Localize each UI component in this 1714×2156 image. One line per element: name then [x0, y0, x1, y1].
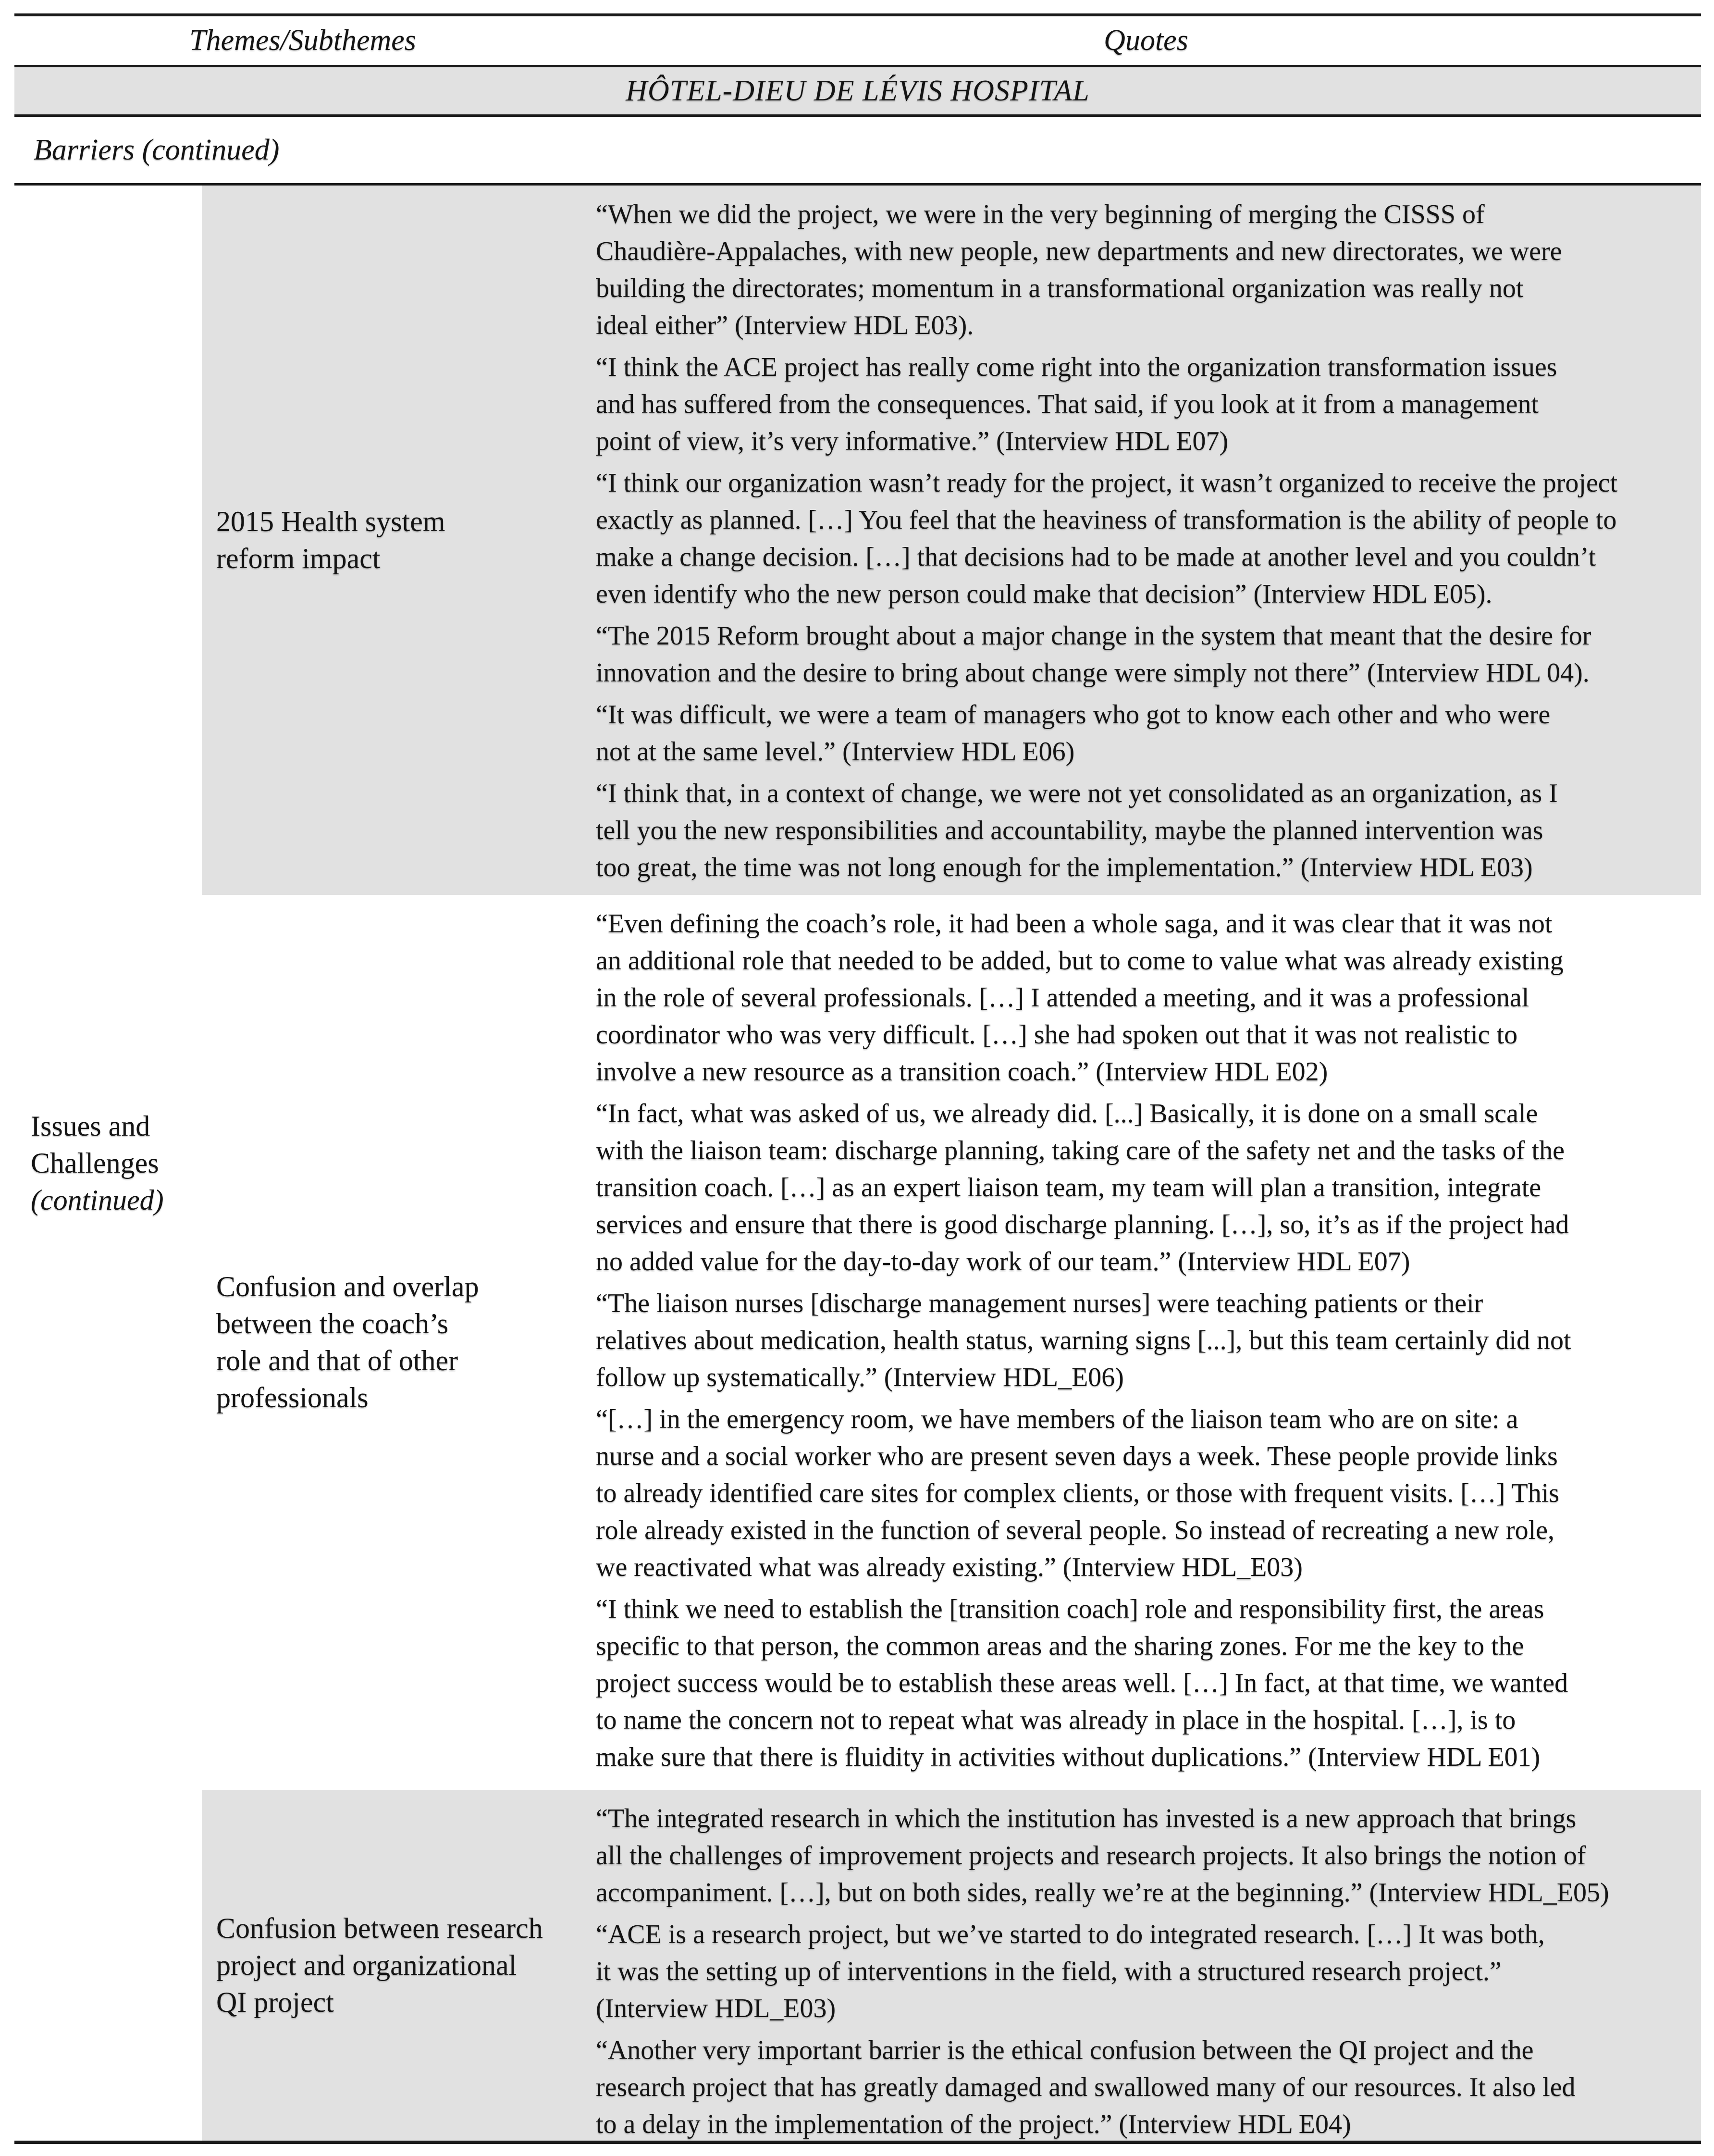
- text-line: in the role of several professionals. […] I attended a meeting, and it was a professional: [596, 983, 1529, 1013]
- text-line: not at the same level.” (Interview HDL E06): [596, 737, 1075, 767]
- text-line: between the coach’s: [216, 1308, 449, 1339]
- quote-paragraph: [596, 1800, 1701, 1911]
- text-line: an additional role that needed to be added, but to come to value what was already existing: [596, 946, 1564, 976]
- text-line: project success would be to establish these areas well. […] In fact, at that time, we wanted: [596, 1668, 1568, 1698]
- text-line: reform impact: [216, 543, 381, 574]
- text-line: transition coach. […] as an expert liaison team, my team will plan a transition, integrate: [596, 1173, 1541, 1202]
- hospital-section-banner: HÔTEL-DIEU DE LÉVIS HOSPITAL: [14, 65, 1701, 117]
- quotes-cell: [591, 1790, 1701, 2141]
- text-line: Chaudière-Appalaches, with new people, new departments and new directorates, we were: [596, 236, 1562, 266]
- subtheme-cell: [202, 895, 591, 1790]
- text-line: Challenges: [31, 1147, 159, 1179]
- text-line: building the directorates; momentum in a transformational organization was really not: [596, 273, 1524, 303]
- theme-cell-issues-and-challenges: [14, 186, 202, 2141]
- text-line: professionals: [216, 1382, 369, 1413]
- quote-paragraph: [596, 2032, 1701, 2141]
- text-line: exactly as planned. […] You feel that the heaviness of transformation is the ability of people to: [596, 505, 1617, 535]
- text-line: role and that of other: [216, 1345, 458, 1376]
- text-line: “I think that, in a context of change, we were not yet consolidated as an organization, as I: [596, 779, 1558, 808]
- text-line: make sure that there is fluidity in activities without duplications.” (Interview HDL E01): [596, 1742, 1541, 1772]
- text-line: no added value for the day-to-day work of our team.” (Interview HDL E07): [596, 1247, 1410, 1276]
- text-line: research project that has greatly damaged and swallowed many of our resources. It also led: [596, 2072, 1576, 2102]
- text-line: “I think our organization wasn’t ready for the project, it wasn’t organized to receive the project: [596, 468, 1618, 498]
- quotes-cell: [591, 895, 1701, 1790]
- text-line: make a change decision. […] that decisions had to be made at another level and you couldn’t: [596, 542, 1596, 572]
- text-line: innovation and the desire to bring about change were simply not there” (Interview HDL 04).: [596, 658, 1590, 688]
- text-line: Issues and: [31, 1110, 150, 1142]
- quote-paragraph: [596, 1591, 1701, 1776]
- quote-paragraph: [596, 618, 1701, 692]
- text-line: we reactivated what was already existing.” (Interview HDL_E03): [596, 1552, 1303, 1582]
- text-line: Confusion between research: [216, 1912, 543, 1944]
- text-line: “The liaison nurses [discharge management nurses] were teaching patients or their: [596, 1289, 1483, 1318]
- text-line: all the challenges of improvement projects and research projects. It also brings the notion of: [596, 1841, 1586, 1871]
- text-line: “Another very important barrier is the ethical confusion between the QI project and the: [596, 2035, 1534, 2065]
- table-header-row: [14, 16, 1701, 65]
- quote-paragraph: [596, 1401, 1701, 1586]
- text-line: coordinator who was very difficult. […] she had spoken out that it was not realistic to: [596, 1020, 1518, 1050]
- quote-paragraph: [596, 1285, 1701, 1396]
- text-line: “When we did the project, we were in the very beginning of merging the CISSS of: [596, 199, 1485, 229]
- text-line: “The 2015 Reform brought about a major change in the system that meant that the desire for: [596, 621, 1591, 651]
- text-line: specific to that person, the common areas and the sharing zones. For me the key to the: [596, 1631, 1524, 1661]
- table-body: [14, 186, 1701, 2144]
- text-line: “It was difficult, we were a team of managers who got to know each other and who were: [596, 700, 1551, 730]
- text-line: too great, the time was not long enough for the implementation.” (Interview HDL E03): [596, 853, 1533, 882]
- text-line: accompaniment. […], but on both sides, really we’re at the beginning.” (Interview HDL_E05): [596, 1878, 1609, 1908]
- text-line: services and ensure that there is good discharge planning. […], so, it’s as if the project had: [596, 1210, 1569, 1239]
- quote-paragraph: [596, 1916, 1701, 2027]
- themes-quotes-table: [14, 13, 1701, 2144]
- text-line: (Interview HDL_E03): [596, 1994, 836, 2023]
- text-line: to already identified care sites for complex clients, or those with frequent visits. […] This: [596, 1478, 1560, 1508]
- text-line: point of view, it’s very informative.” (Interview HDL E07): [596, 426, 1229, 456]
- text-line: QI project: [216, 1986, 334, 2018]
- quote-paragraph: [596, 196, 1701, 344]
- quote-paragraph: [596, 1095, 1701, 1280]
- barriers-continued-label: Barriers (continued): [14, 117, 1701, 186]
- text-line: “In fact, what was asked of us, we already did. [...] Basically, it is done on a small scale: [596, 1099, 1538, 1128]
- text-line: project and organizational: [216, 1949, 517, 1981]
- text-line: role already existed in the function of several people. So instead of recreating a new role,: [596, 1515, 1554, 1545]
- quote-paragraph: [596, 905, 1701, 1090]
- theme-continued-label: (continued): [31, 1184, 164, 1216]
- text-line: to name the concern not to repeat what was already in place in the hospital. […], is to: [596, 1705, 1516, 1735]
- text-line: with the liaison team: discharge planning, taking care of the safety net and the tasks of the: [596, 1136, 1565, 1165]
- quote-paragraph: [596, 775, 1701, 886]
- text-line: and has suffered from the consequences. That said, if you look at it from a management: [596, 389, 1539, 419]
- text-line: “[…] in the emergency room, we have members of the liaison team who are on site: a: [596, 1404, 1518, 1434]
- text-line: “The integrated research in which the institution has invested is a new approach that brings: [596, 1804, 1577, 1834]
- quotes-cell: [591, 186, 1701, 895]
- text-line: 2015 Health system: [216, 506, 445, 537]
- text-line: “I think we need to establish the [transition coach] role and responsibility first, the areas: [596, 1594, 1544, 1624]
- text-line: to a delay in the implementation of the project.” (Interview HDL E04): [596, 2109, 1351, 2139]
- text-line: ideal either” (Interview HDL E03).: [596, 310, 974, 340]
- text-line: involve a new resource as a transition coach.” (Interview HDL E02): [596, 1057, 1328, 1087]
- text-line: “I think the ACE project has really come right into the organization transformation issues: [596, 352, 1557, 382]
- subtheme-cell: [202, 186, 591, 895]
- text-line: even identify who the new person could make that decision” (Interview HDL E05).: [596, 579, 1492, 609]
- quote-paragraph: [596, 696, 1701, 770]
- text-line: “Even defining the coach’s role, it had been a whole saga, and it was clear that it was not: [596, 909, 1553, 939]
- text-line: tell you the new responsibilities and accountability, maybe the planned intervention was: [596, 816, 1543, 845]
- text-line: relatives about medication, health status, warning signs [...], but this team certainly did not: [596, 1326, 1571, 1355]
- subtheme-cell: [202, 1790, 591, 2141]
- quote-paragraph: [596, 349, 1701, 460]
- text-line: Confusion and overlap: [216, 1271, 479, 1302]
- column-header-quotes: Quotes: [1104, 24, 1188, 57]
- text-line: follow up systematically.” (Interview HDL_E06): [596, 1363, 1124, 1392]
- text-line: it was the setting up of interventions in the field, with a structured research project.”: [596, 1957, 1502, 1986]
- text-line: nurse and a social worker who are present seven days a week. These people provide links: [596, 1441, 1558, 1471]
- column-header-themes-subthemes: Themes/Subthemes: [189, 24, 416, 57]
- text-line: “ACE is a research project, but we’ve started to do integrated research. […] It was both,: [596, 1920, 1545, 1949]
- quote-paragraph: [596, 465, 1701, 613]
